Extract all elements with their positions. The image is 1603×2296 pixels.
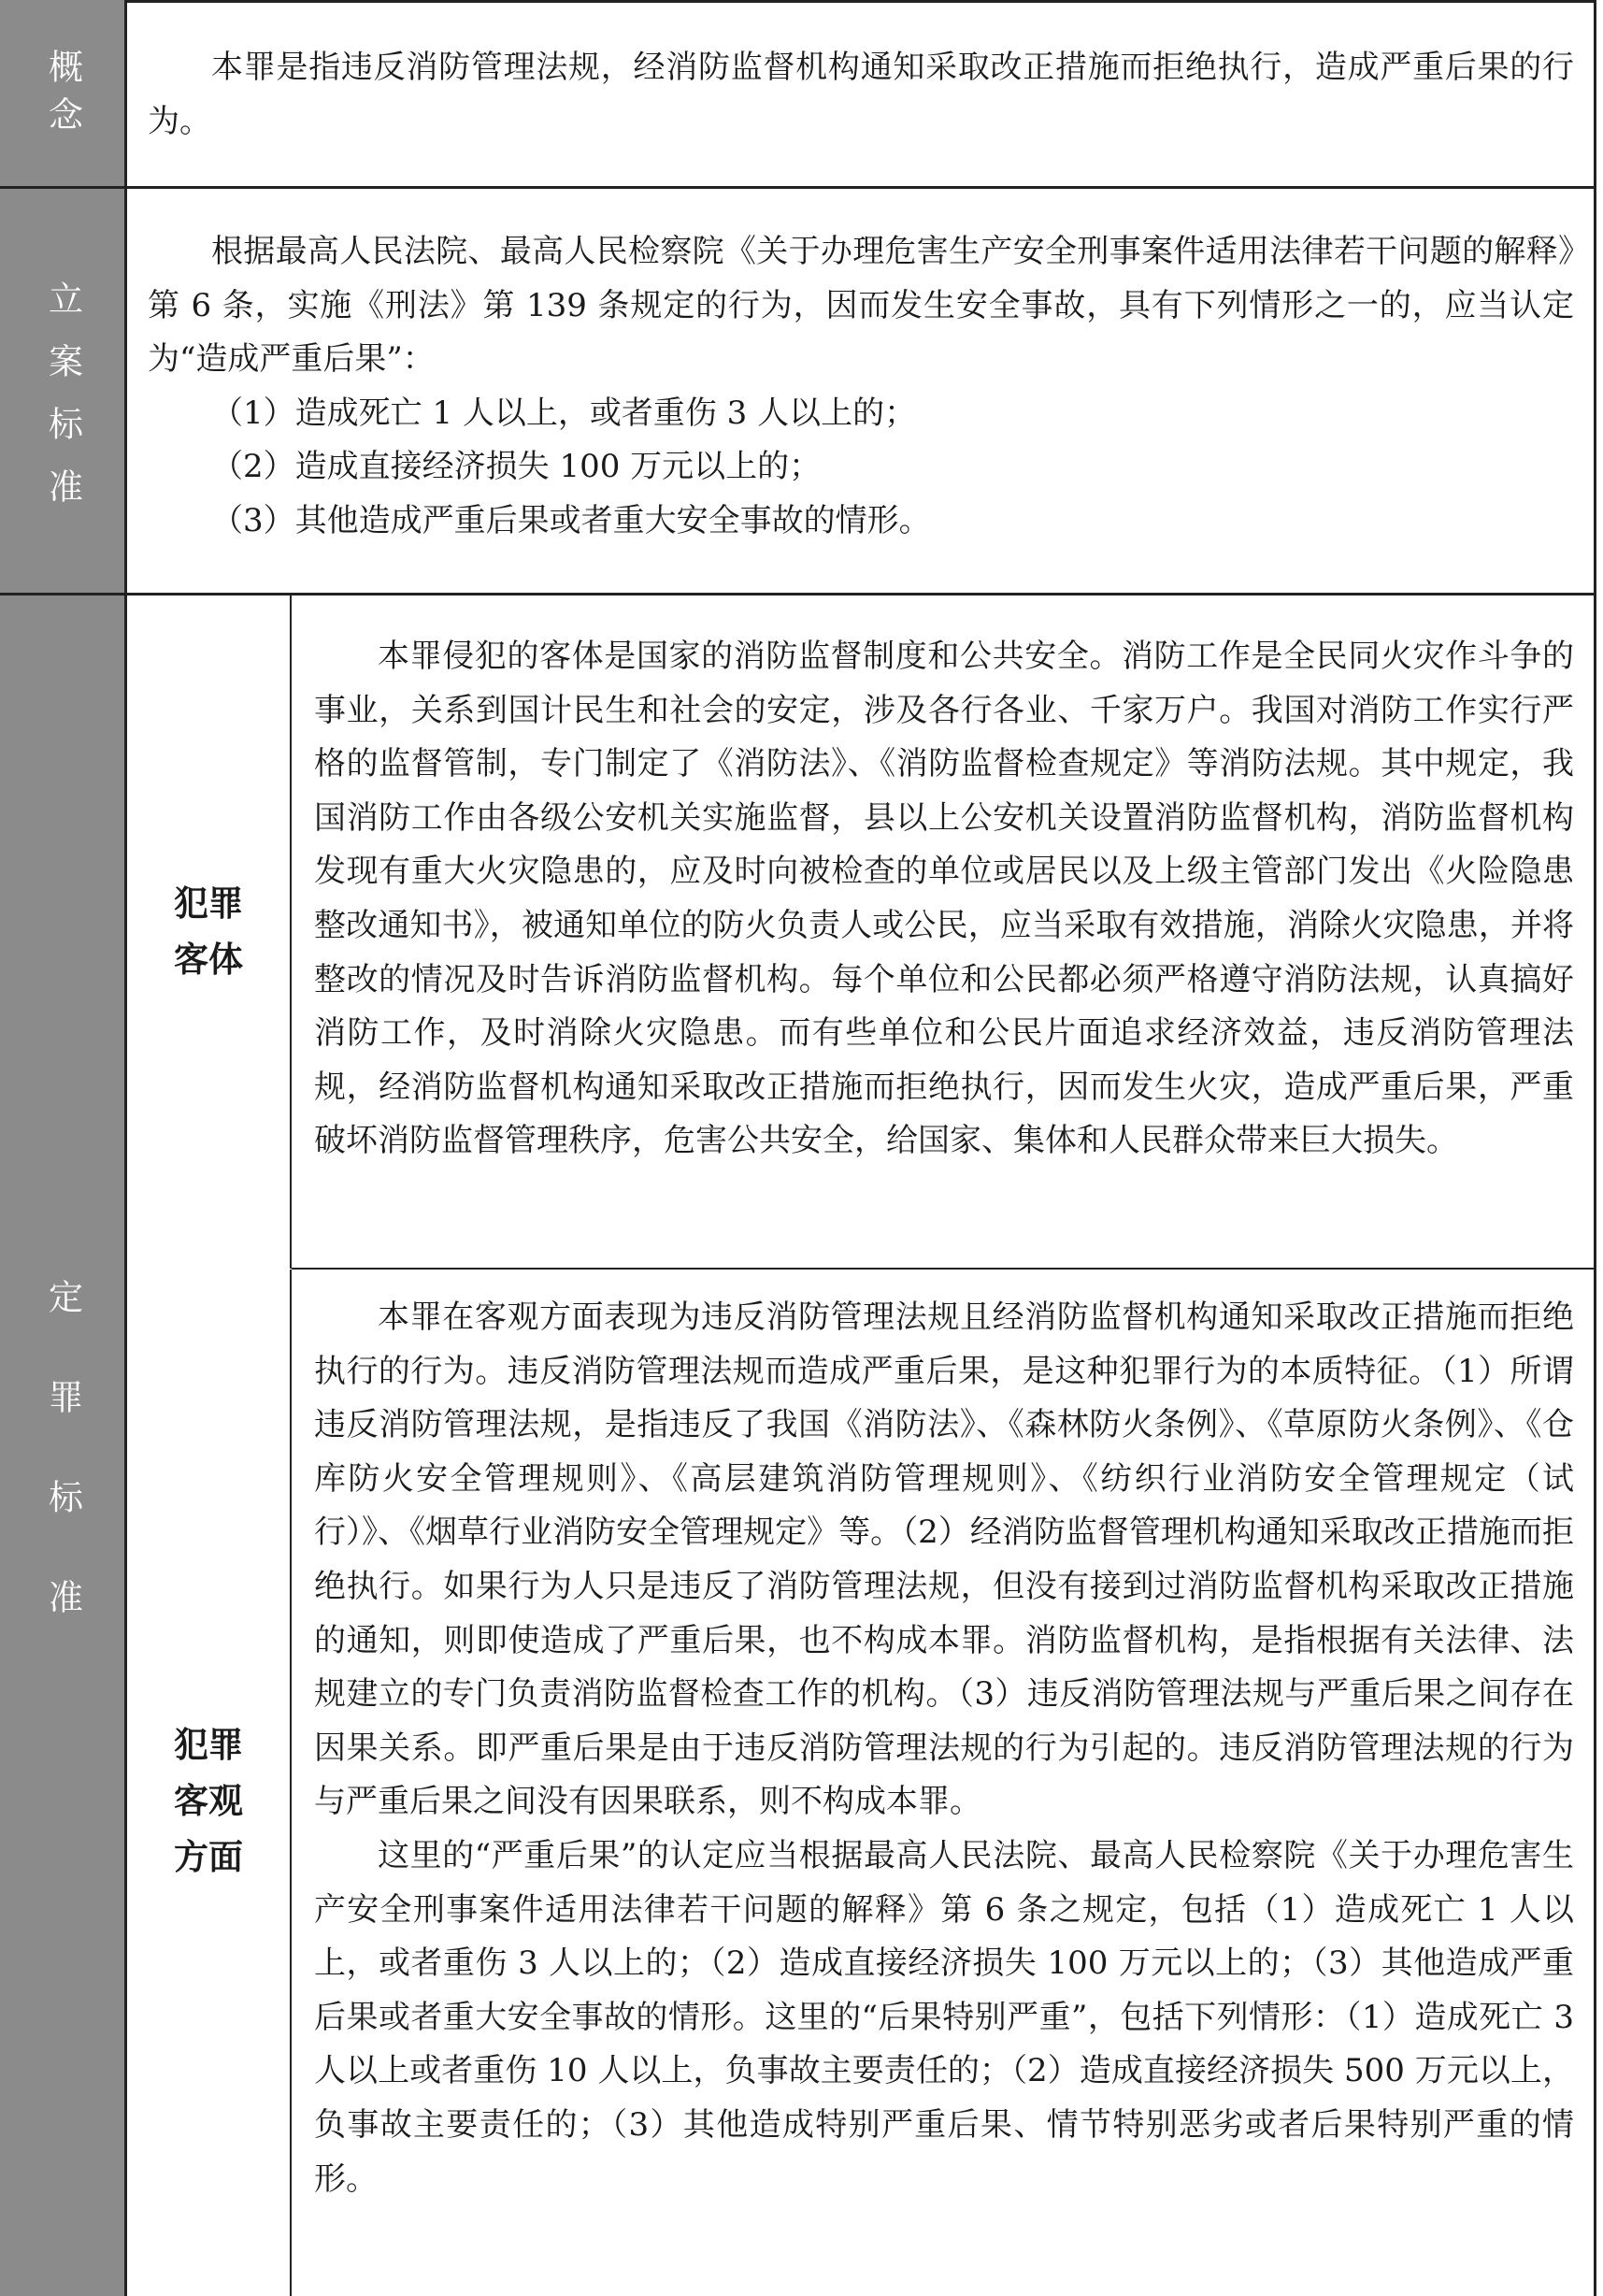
row-label-filing bbox=[0, 189, 127, 594]
concept-cell bbox=[127, 0, 1596, 188]
row-label-conviction bbox=[0, 596, 127, 2296]
filing-item: （1）造成死亡 1 人以上，或者重伤 3 人以上的； bbox=[211, 394, 917, 432]
concept-label: 概念 bbox=[42, 48, 83, 144]
filing-item: （2）造成直接经济损失 100 万元以上的； bbox=[211, 448, 822, 486]
filing-cell bbox=[127, 189, 1596, 594]
conviction-label: 定罪标准 bbox=[42, 1278, 83, 1679]
objective-label: 犯罪客观方面 bbox=[174, 1725, 243, 1877]
objective-cell bbox=[292, 1270, 1596, 2296]
object-cell bbox=[292, 596, 1596, 1269]
row-label-concept bbox=[0, 0, 127, 188]
object-text: 本罪侵犯的客体是国家的消防监督制度和公共安全。消防工作是全民同火灾作斗争的事业，关系到国计民生和社会的安定，涉及各行各业、千家万户。我国对消防工作实行严格的监督管制，专门制定了《消防法》、《消防监督检查规定》等消防法规。其中规定，我国消防工作由各级公安机关实施监督，县以上公安机关设置消防监督机构，消防监督机构发现有重大火灾隐患的，应及时向被检查的单位或居民以及上级主管部门发出《火险隐患整改通知书》，被通知单位的防火负责人或公民，应当采取有效措施，消除火灾隐患，并将整改的情况及时告诉消防监督机构。每个单位和公民都必须严格遵守消防法规，认真搞好消防工作，及时消除火灾隐患。而有些单位和公民片面追求经济效益，违反消防管理法规，经消防监督机构通知采取改正措施而拒绝执行，因而发生火灾，造成严重后果，严重破坏消防监督管理秩序，危害公共安全，给国家、集体和人民群众带来巨大损失。 bbox=[314, 638, 1574, 1160]
filing-label: 立案标准 bbox=[42, 280, 83, 531]
filing-intro: 根据最高人民法院、最高人民检察院《关于办理危害生产安全刑事案件适用法律若干问题的解释》第 6 条，实施《刑法》第 139 条规定的行为，因而发生安全事故，具有下列情形之一的，应当认定为“造成严重后果”： bbox=[148, 233, 1574, 379]
objective-para-2: 这里的“严重后果”的认定应当根据最高人民法院、最高人民检察院《关于办理危害生产安全刑事案件适用法律若干问题的解释》第 6 条之规定，包括（1）造成死亡 1 人以上，或者重伤 3 人以上的；（2）造成直接经济损失 100 万元以上的；（3）其他造成严重后果或者重大安全事故的情形。这里的“后果特别严重”，包括下列情形：（1）造成死亡 3 人以上或者重伤 10 人以上，负事故主要责任的；（2）造成直接经济损失 500 万元以上，负事故主要责任的；（3）其他造成特别严重后果、情节特别恶劣或者后果特别严重的情形。 bbox=[314, 1836, 1574, 2198]
sub-label-object bbox=[127, 596, 292, 1269]
object-label: 犯罪客体 bbox=[174, 883, 243, 980]
concept-text: 本罪是指违反消防管理法规，经消防监督机构通知采取改正措施而拒绝执行，造成严重后果的行为。 bbox=[148, 49, 1574, 140]
objective-para-1: 本罪在客观方面表现为违反消防管理法规且经消防监督机构通知采取改正措施而拒绝执行的行为。违反消防管理法规而造成严重后果，是这种犯罪行为的本质特征。（1）所谓违反消防管理法规，是指违反了我国《消防法》、《森林防火条例》、《草原防火条例》、《仓库防火安全管理规则》、《高层建筑消防管理规则》、《纺织行业消防安全管理规定（试行）》、《烟草行业消防安全管理规定》等。（2）经消防监督管理机构通知采取改正措施而拒绝执行。如果行为人只是违反了消防管理法规，但没有接到过消防监督机构采取改正措施的通知，则即使造成了严重后果，也不构成本罪。消防监督机构，是指根据有关法律、法规建立的专门负责消防监督检查工作的机构。（3）违反消防管理法规与严重后果之间存在因果关系。即严重后果是由于违反消防管理法规的行为引起的。违反消防管理法规的行为与严重后果之间没有因果联系，则不构成本罪。 bbox=[314, 1299, 1574, 1821]
sub-label-objective bbox=[127, 1270, 292, 2296]
filing-item: （3）其他造成严重后果或者重大安全事故的情形。 bbox=[211, 501, 931, 539]
